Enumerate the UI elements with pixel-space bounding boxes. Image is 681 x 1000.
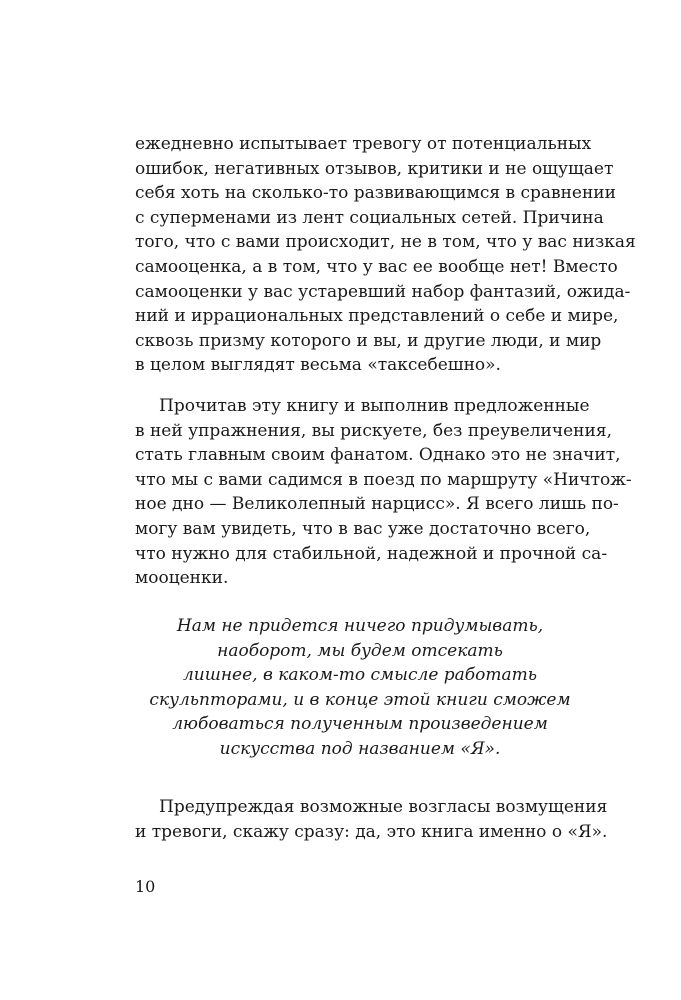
paragraph-1 bbox=[135, 132, 636, 378]
paragraph-1-line: сквозь призму которого и вы, и другие люди, и мир bbox=[135, 330, 602, 351]
paragraph-1-line: того, что с вами происходит, не в том, что у вас низкая bbox=[135, 232, 636, 253]
paragraph-2-line: Прочитав эту книгу и выполнив предложенные bbox=[159, 396, 590, 416]
paragraph-2-line: ное дно — Великолепный нарцисс». Я всего лишь по- bbox=[135, 494, 619, 515]
paragraph-3-line: и тревоги, скажу сразу: да, это книга именно о «Я». bbox=[135, 821, 608, 842]
paragraph-1-line: ошибок, негативных отзывов, критики и не ощущает bbox=[135, 158, 614, 179]
paragraph-3-line: Предупреждая возможные возгласы возмущения bbox=[159, 797, 608, 817]
paragraph-3 bbox=[135, 795, 608, 844]
paragraph-1-line: с суперменами из лент социальных сетей. Причина bbox=[135, 207, 604, 228]
paragraph-1-line: самооценка, а в том, что у вас ее вообще нет! Вместо bbox=[135, 256, 618, 277]
quote-line: Нам не придется ничего придумывать, bbox=[176, 616, 544, 636]
paragraph-2-line: что нужно для стабильной, надежной и прочной са- bbox=[135, 543, 608, 564]
quote-line: скульпторами, и в конце этой книги сможем bbox=[149, 689, 571, 710]
paragraph-2-line: что мы с вами садимся в поезд по маршруту «Ничтож- bbox=[135, 469, 632, 490]
paragraph-1-line: в целом выглядят весьма «таксебешно». bbox=[135, 355, 501, 376]
page-number: 10 bbox=[135, 877, 156, 896]
quote-line: лишнее, в каком-то смысле работать bbox=[182, 665, 538, 686]
paragraph-1-line: себя хоть на сколько-то развивающимся в сравнении bbox=[135, 183, 616, 204]
paragraph-1-line: ний и иррациональных представлений о себе и мире, bbox=[135, 306, 619, 327]
paragraph-2-line: мооценки. bbox=[135, 568, 229, 589]
epigraph-quote bbox=[135, 614, 585, 762]
paragraph-1-line: самооценки у вас устаревший набор фантазий, ожида- bbox=[135, 281, 631, 302]
quote-line: любоваться полученным произведением bbox=[172, 714, 548, 735]
paragraph-2-line: могу вам увидеть, что в вас уже достаточно всего, bbox=[135, 518, 591, 539]
quote-line: искусства под названием «Я». bbox=[219, 738, 501, 759]
paragraph-2-line: в ней упражнения, вы рискуете, без преувеличения, bbox=[135, 420, 612, 441]
quote-line: наоборот, мы будем отсекать bbox=[217, 640, 503, 661]
paragraph-2 bbox=[135, 394, 632, 591]
paragraph-2-line: стать главным своим фанатом. Однако это не значит, bbox=[135, 445, 621, 466]
paragraph-1-line: ежедневно испытывает тревогу от потенциальных bbox=[135, 134, 592, 154]
